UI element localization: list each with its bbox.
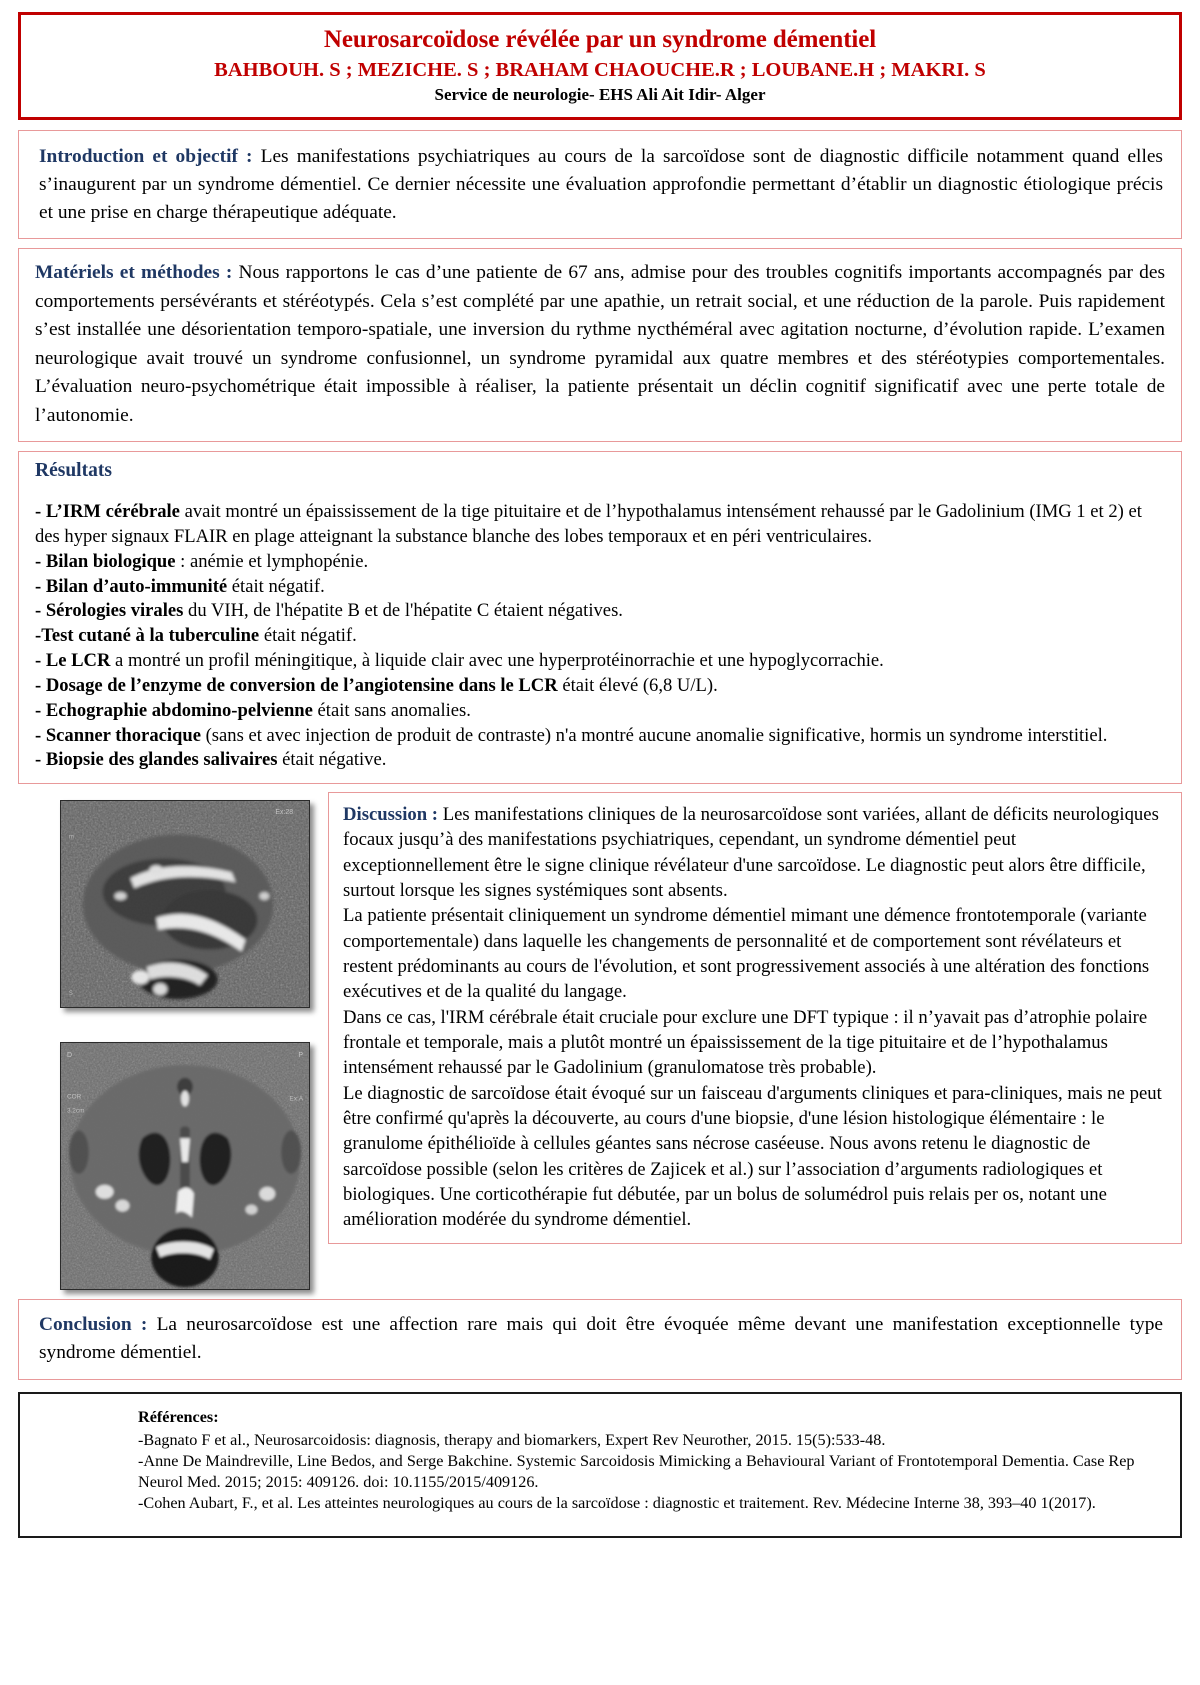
result-label: - Le LCR	[35, 650, 111, 672]
reference-item: -Bagnato F et al., Neurosarcoidosis: diagnosis, therapy and biomarkers, Expert Rev Neurother, 2015. 15(5):533-48.	[138, 1431, 886, 1450]
list-item	[35, 624, 1165, 649]
conclusion-text	[39, 1311, 1163, 1367]
result-label: - Dosage de l’enzyme de conversion de l’angiotensine dans le LCR	[35, 674, 558, 696]
discussion-paragraph: Dans ce cas, l'IRM cérébrale était cruciale pour exclure une DFT typique : il n’yavait pas d’atrophie polaire frontale et temporale, mais a plutôt montré un épaississement de la tige pituitaire et de l’hypothalamus intensément rehaussé par le Gadolinium (granulomatose très probable).	[343, 1006, 1148, 1079]
svg-text:Ex:28: Ex:28	[275, 809, 294, 817]
result-value: du VIH, de l'hépatite B et de l'hépatite C étaient négatives.	[183, 600, 623, 622]
reference-item: -Anne De Maindreville, Line Bedos, and Serge Bakchine. Systemic Sarcoidosis Mimicking a Behavioural Variant of Frontotemporal Dementia. Case Rep Neurol Med. 2015; 2015: 409126. doi: 10.1155/2015/409126.	[138, 1452, 1135, 1492]
materials-text	[35, 259, 1165, 430]
list-item	[35, 748, 1165, 773]
section-conclusion	[18, 1299, 1182, 1380]
result-label: - L’IRM cérébrale	[35, 501, 180, 523]
middle-region	[18, 792, 1182, 1290]
list-item	[35, 550, 1165, 575]
result-label: - Scanner thoracique	[35, 724, 201, 746]
poster-header	[18, 12, 1182, 120]
result-label: - Sérologies virales	[35, 600, 184, 622]
result-value: était négatif.	[227, 575, 325, 597]
mri-image-column	[18, 792, 318, 1290]
results-list	[35, 500, 1165, 773]
list-item	[35, 674, 1165, 699]
svg-text:D: D	[66, 1052, 72, 1060]
page-title: Neurosarcoïdose révélée par un syndrome démentiel	[323, 26, 877, 53]
author-list: BAHBOUH. S ; MEZICHE. S ; BRAHAM CHAOUCHE.R ; LOUBANE.H ; MAKRI. S	[214, 58, 986, 81]
mri-sagittal-graphic	[61, 801, 309, 1007]
section-results	[18, 451, 1182, 784]
svg-text:Ex:A: Ex:A	[289, 1095, 304, 1103]
list-item	[35, 699, 1165, 724]
result-value: : anémie et lymphopénie.	[175, 550, 369, 572]
list-item	[35, 649, 1165, 674]
mri-sagittal-image	[60, 800, 310, 1008]
result-value: (sans et avec injection de produit de contraste) n'a montré aucune anomalie significative, hormis un syndrome interstitiel.	[200, 724, 1108, 746]
list-item	[35, 500, 1165, 550]
list-item	[35, 599, 1165, 624]
result-value: était négative.	[277, 749, 387, 771]
discussion-paragraph: La patiente présentait cliniquement un syndrome démentiel mimant une démence frontotemporale (variante comportementale) dans laquelle les changements de personnalité et de comportement sont révélateurs et restent prédominants au cours de l'évolution, et sont progressivement associés à une altération des fonctions exécutives et de la qualité du langage.	[343, 905, 1150, 1003]
result-label: - Bilan biologique	[35, 550, 176, 572]
references-heading: Références:	[138, 1408, 219, 1427]
result-label: -Test cutané à la tuberculine	[35, 625, 260, 647]
affiliation: Service de neurologie- EHS Ali Ait Idir- Alger	[434, 85, 766, 105]
svg-text:3.2cm: 3.2cm	[66, 1107, 85, 1115]
mri-coronal-graphic	[61, 1043, 309, 1289]
section-materials-methods	[18, 248, 1182, 442]
svg-text:S: S	[68, 991, 73, 998]
result-label: - Echographie abdomino-pelvienne	[35, 699, 313, 721]
mri-coronal-image	[60, 1042, 310, 1290]
discussion-heading: Discussion :	[343, 804, 439, 826]
svg-text:P: P	[298, 1052, 304, 1060]
materials-body: Nous rapportons le cas d’une patiente de 67 ans, admise pour des troubles cognitifs importants accompagnés par des comportements persévérants et stéréotypés. Cela s’est complété par une apathie, un retrait social, et une réduction de la parole. Puis rapidement s’est installée une désorientation temporo-spatiale, une inversion du rythme nycthéméral avec agitation nocturne, d’évolution rapide. L’examen neurologique avait trouvé un syndrome confusionnel, un syndrome pyramidal aux quatre membres et des stéréotypies comportementales. L’évaluation neuro-psychométrique était impossible à réaliser, la patiente présentait un déclin cognitif significatif avec une perte totale de l’autonomie.	[35, 262, 1165, 426]
discussion-paragraph: Le diagnostic de sarcoïdose était évoqué sur un faisceau d'arguments cliniques et para-cliniques, mais ne peut être confirmé qu'après la découverte, au cours d'une biopsie, d'une lésion histologique élémentaire : le granulome épithélioïde à cellules géantes sans nécrose caséeuse. Nous avons retenu le diagnostic de sarcoïdose possible (selon les critères de Zajicek et al.) sur l’association d’arguments radiologiques et biologiques. Une corticothérapie fut débutée, par un bolus de solumédrol puis relais per os, notant une amélioration modérée du syndrome démentiel.	[343, 1082, 1162, 1231]
list-item	[35, 575, 1165, 600]
reference-item: -Cohen Aubart, F., et al. Les atteintes neurologiques au cours de la sarcoïdose : diagnostic et traitement. Rev. Médecine Interne 38, 393–40 1(2017).	[138, 1494, 1096, 1513]
list-item	[35, 724, 1165, 749]
discussion-paragraph	[343, 802, 1167, 903]
section-discussion	[328, 792, 1182, 1244]
references-inner	[38, 1408, 1162, 1514]
results-heading: Résultats	[35, 460, 112, 482]
introduction-heading: Introduction et objectif :	[39, 146, 253, 168]
svg-text:COR: COR	[66, 1093, 82, 1101]
section-introduction	[18, 130, 1182, 239]
discussion-body-1: Les manifestations cliniques de la neurosarcoïdose sont variées, allant de déficits neurologiques focaux jusqu’à des manifestations psychiatriques, cependant, un syndrome démentiel peut exceptionnellement être le signe clinique révélateur d'une sarcoïdose. Le diagnostic peut alors être difficile, surtout lorsque les signes systémiques sont absents.	[343, 804, 1159, 902]
introduction-text	[39, 143, 1163, 226]
result-value: était sans anomalies.	[312, 699, 471, 721]
introduction-body: Les manifestations psychiatriques au cours de la sarcoïdose sont de diagnostic difficile notamment quand elles s’inaugurent par un syndrome démentiel. Ce dernier nécessite une évaluation approfondie permettant d’établir un diagnostic étiologique précis et une prise en charge thérapeutique adéquate.	[39, 146, 1163, 223]
result-label: - Biopsie des glandes salivaires	[35, 749, 278, 771]
section-references	[18, 1392, 1182, 1538]
result-value: était élevé (6,8 U/L).	[557, 674, 718, 696]
result-label: - Bilan d’auto-immunité	[35, 575, 228, 597]
svg-text:m: m	[68, 834, 74, 841]
result-value: était négatif.	[259, 625, 357, 647]
result-value: a montré un profil méningitique, à liquide clair avec une hyperprotéinorrachie et une hypoglycorrachie.	[110, 650, 884, 672]
conclusion-body: La neurosarcoïdose est une affection rare mais qui doit être évoquée même devant une manifestation exceptionnelle type syndrome démentiel.	[39, 1314, 1163, 1364]
result-value: avait montré un épaississement de la tige pituitaire et de l’hypothalamus intensément rehaussé par le Gadolinium (IMG 1 et 2) et des hyper signaux FLAIR en plage atteignant la substance blanche des lobes temporaux et en péri ventriculaires.	[35, 501, 1142, 548]
conclusion-heading: Conclusion :	[39, 1314, 148, 1336]
discussion-text	[343, 802, 1167, 1233]
materials-heading: Matériels et méthodes :	[35, 262, 233, 284]
